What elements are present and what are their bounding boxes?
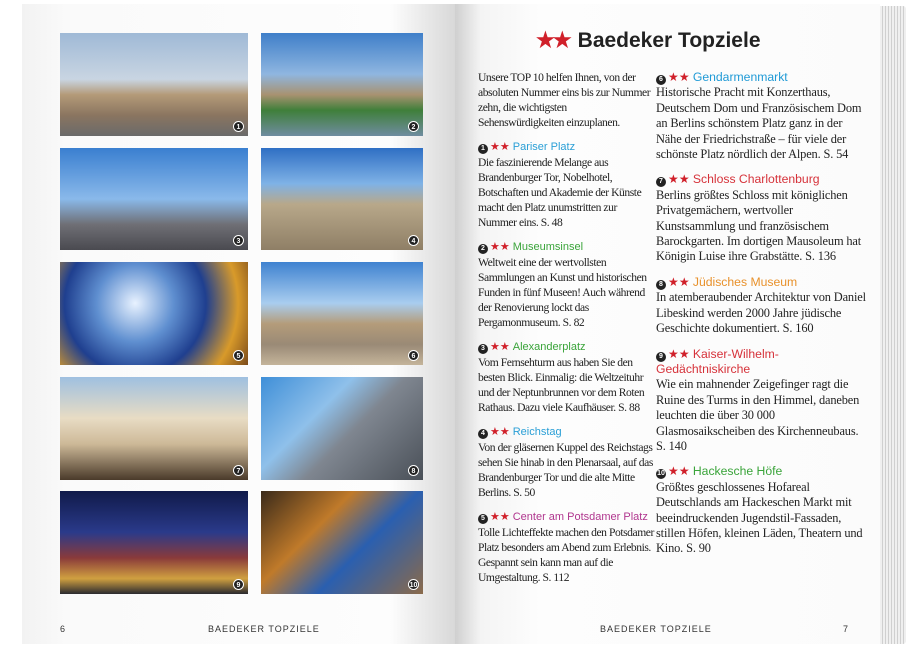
item-number: 6 [656,75,666,85]
photo-4 [261,148,423,250]
topziel-item [656,347,870,455]
photo-8 [261,377,423,480]
stars-icon: ★★ [490,141,510,153]
item-number: 5 [478,514,488,524]
photo-7 [60,377,248,480]
topziel-item [478,240,654,330]
item-text: Berlins größtes Schloss mit königlichen Privatgemächern, wertvoller Kunstsammlung und französischem Barockgarten. Im dortigen Mausoleum hat Königin Luise ihre Grabstätte. S. 136 [656,187,862,264]
item-text: Tolle Lichteffekte machen den Potsdamer Platz besonders am Abend zum Erlebnis. Gespannt sein kann man auf die Umgestaltung. S. 112 [478,526,654,584]
topziel-item [656,464,870,556]
topziel-item [656,172,870,264]
item-title: Alexanderplatz [512,341,586,353]
photo-3 [60,148,248,250]
stars-icon: ★★ [490,511,510,523]
item-heading [656,464,870,479]
item-text: Die faszinierende Melange aus Brandenburger Tor, Nobelhotel, Botschaften und Akademie der Künste macht den Platz unumstritten zur Nummer eins. S. 48 [478,156,642,229]
stars-icon: ★★ [490,241,510,253]
item-heading [656,347,870,378]
item-number: 3 [478,344,488,354]
topziel-item [478,340,654,415]
item-number: 4 [478,429,488,439]
item-title: Reichstag [512,426,562,438]
item-text: Historische Pracht mit Konzerthaus, Deutschem Dom und Französischem Dom an Berlins schönstem Platz ganz in der Nähe der Friedrichstraße – für viele der schönste Platz nördlich der Alpen. S. 54 [656,85,862,162]
photo-number-badge: 4 [408,235,419,246]
item-heading [478,510,654,525]
topziel-item [656,70,870,162]
item-heading [478,425,654,440]
item-text: Größtes geschlossenes Hofareal Deutschlands am Hackeschen Markt mit beeindruckenden Jugendstil-Fassaden, stillen Höfen, kleinen Läden, Theatern und Kino. S. 90 [656,479,863,556]
page-title [536,28,761,53]
item-title: Center am Potsdamer Platz [512,511,648,523]
item-number: 7 [656,177,666,187]
running-head-left: BAEDEKER TOPZIELE [208,624,320,634]
item-number: 2 [478,244,488,254]
item-text: Wie ein mahnender Zeigefinger ragt die Ruine des Turms in den Himmel, daneben leuchten die über 30 000 Glasmosaikscheiben des Kirchenneubaus. S. 140 [656,377,860,453]
running-head-right: BAEDEKER TOPZIELE [600,624,712,634]
item-number: 8 [656,280,666,290]
photo-9 [60,491,248,594]
photo-number-badge: 7 [233,465,244,476]
photo-number-badge: 5 [233,350,244,361]
photo-number-badge: 9 [233,579,244,590]
stars-icon: ★★ [490,341,510,353]
text-column-right [656,70,870,557]
item-title: Jüdisches Museum [692,274,798,289]
item-title: Pariser Platz [512,141,576,153]
stars-icon: ★★ [490,426,510,438]
item-number: 9 [656,352,666,362]
item-text: Von der gläsernen Kuppel des Reichstags sehen Sie hinab in den Plenarsaal, auf das Brandenburger Tor und die alte Mitte Berlins. S. 50 [478,441,653,499]
stars-icon: ★★ [668,464,690,479]
photo-number-badge: 6 [408,350,419,361]
item-title: Hackesche Höfe [692,464,783,479]
page-number-right: 7 [843,624,850,634]
item-title: Museumsinsel [512,241,584,253]
topziel-item [478,140,654,230]
item-heading [656,70,870,85]
text-column-left [478,70,654,585]
stars-icon: ★★ [668,274,690,289]
item-heading [478,340,654,355]
stars-icon: ★★ [668,70,690,84]
photo-5 [60,262,248,365]
title-text: Baedeker Topziele [577,29,761,52]
item-text: Vom Fernsehturm aus haben Sie den besten Blick. Einmalig: die Weltzeituhr und der Neptunbrunnen vor dem Roten Rathaus. Dazu viele Kaufhäuser. S. 88 [478,356,645,414]
item-heading [656,275,870,290]
item-number: 1 [478,144,488,154]
topziel-item [656,275,870,337]
item-title: Gendarmenmarkt [692,70,788,84]
item-number: 10 [657,470,665,478]
item-heading [478,240,654,255]
photo-1 [60,33,248,136]
photo-6 [261,262,423,365]
item-title: Schloss Charlottenburg [692,172,820,187]
topziel-item [478,510,654,585]
photo-number-badge: 1 [233,121,244,132]
topziel-item [478,425,654,500]
photo-number-badge: 8 [408,465,419,476]
photo-number-badge: 10 [408,579,419,590]
stars-icon: ★★ [668,346,690,361]
stars-icon: ★★ [668,172,690,187]
photo-number-badge: 2 [408,121,419,132]
page-number-left: 6 [60,624,67,634]
photo-10 [261,491,423,594]
photo-number-badge: 3 [233,235,244,246]
item-heading [478,140,654,155]
intro-text: Unsere TOP 10 helfen Ihnen, von der absoluten Nummer eins bis zur Nummer zehn, die wichtigsten Sehenswürdigkeiten einzuplanen. [478,71,651,129]
title-stars: ★★ [536,29,570,52]
item-text: Weltweit eine der wertvollsten Sammlungen an Kunst und historischen Funden in fünf Museen! Auch während der Renovierung lockt das Pergamonmuseum. S. 82 [478,256,647,329]
photo-2 [261,33,423,136]
item-text: In atemberaubender Architektur von Daniel Libeskind werden 2000 Jahre jüdische Geschichte dokumentiert. S. 160 [656,290,866,336]
item-heading [656,172,870,187]
item-title: Kaiser-Wilhelm-Gedächtniskirche [656,346,779,376]
